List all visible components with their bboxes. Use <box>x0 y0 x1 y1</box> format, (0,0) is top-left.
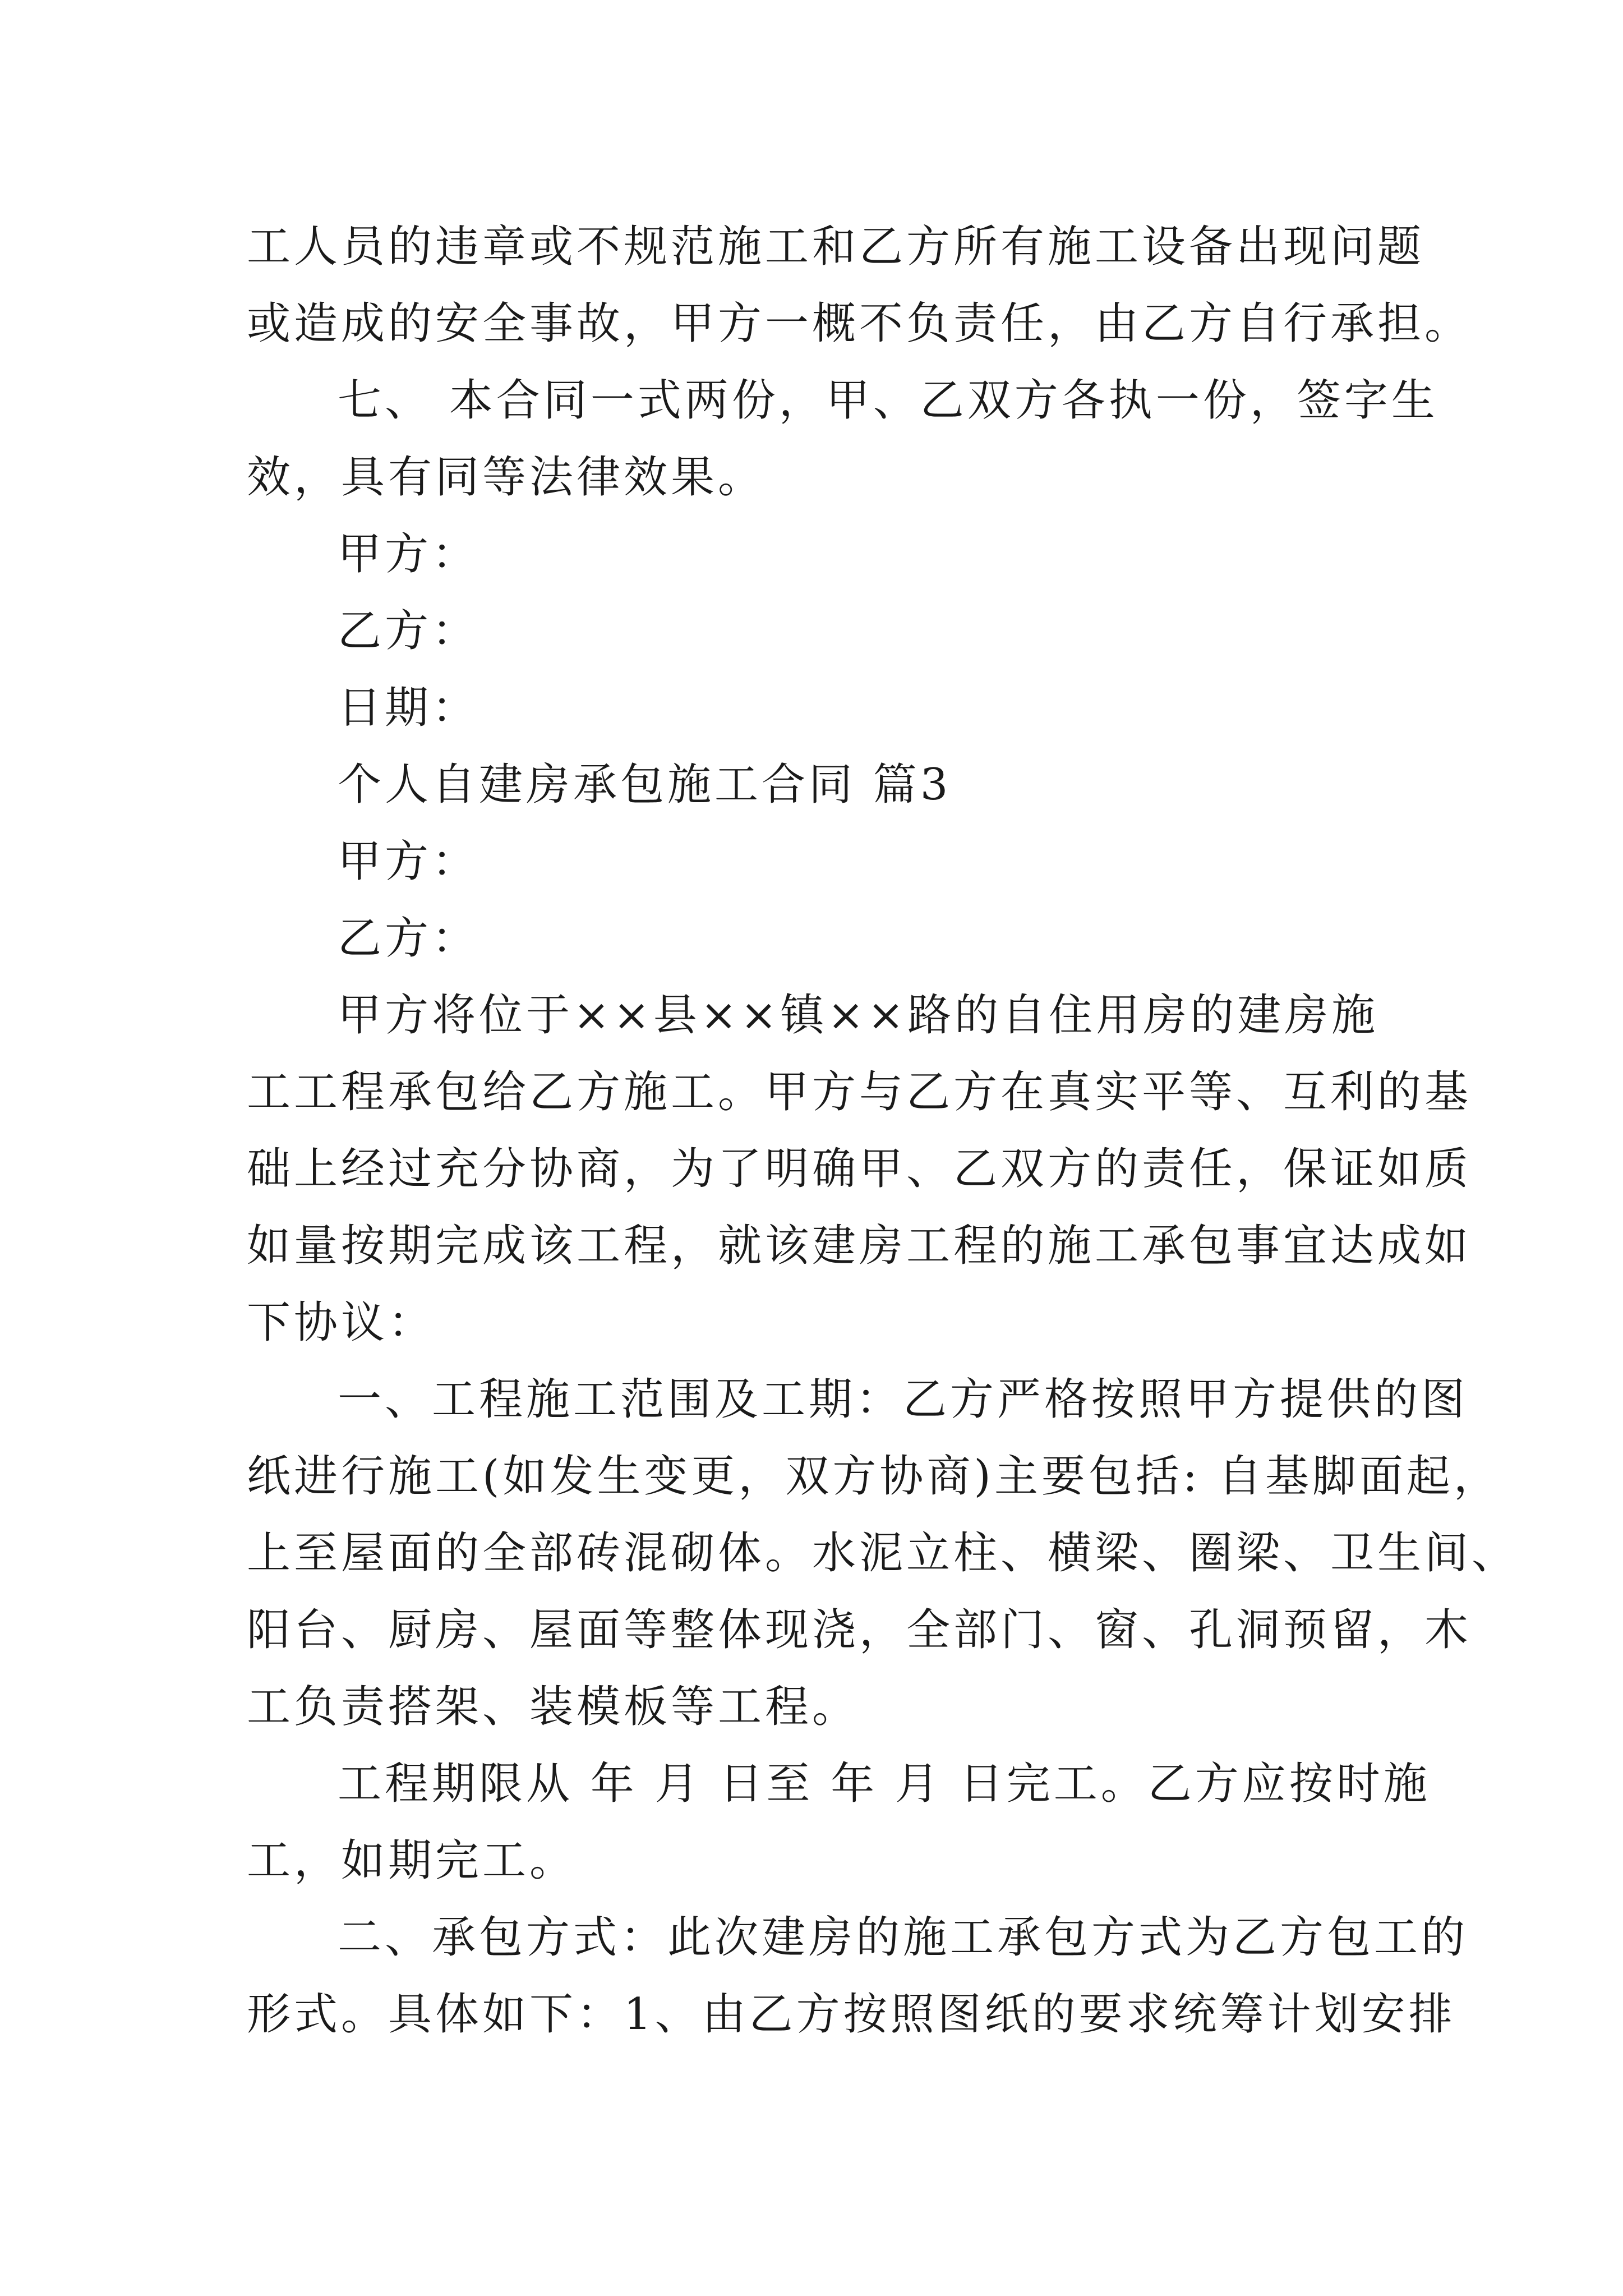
party-a-label: 甲方： <box>338 529 479 579</box>
text-line: 工工程承包给乙方施工。甲方与乙方在真实平等、互利的基 <box>247 1067 1472 1117</box>
intro-paragraph-start: 甲方将位于××县××镇××路的自住用房的建房施 <box>338 990 1379 1041</box>
clause-one: 一、工程施工范围及工期：乙方严格按照甲方提供的图 <box>338 1374 1469 1425</box>
text-line: 上至屋面的全部砖混砌体。水泥立柱、横梁、圈梁、卫生间、 <box>247 1528 1519 1579</box>
text-line: 形式。具体如下：1、由乙方按照图纸的要求统筹计划安排 <box>247 1989 1456 2040</box>
text-line: 工，如期完工。 <box>247 1835 577 1886</box>
party-a-label: 甲方： <box>338 836 479 887</box>
clause-two: 二、承包方式：此次建房的施工承包方式为乙方包工的 <box>338 1912 1469 1963</box>
construction-period: 工程期限从 年 月 日至 年 月 日完工。乙方应按时施 <box>338 1759 1431 1809</box>
text-line: 如量按期完成该工程，就该建房工程的施工承包事宜达成如 <box>247 1221 1472 1271</box>
text-line: 工人员的违章或不规范施工和乙方所有施工设备出现问题 <box>247 222 1425 272</box>
party-b-label: 乙方： <box>338 606 479 656</box>
text-line: 下协议： <box>247 1297 436 1348</box>
text-line: 效，具有同等法律效果。 <box>247 452 766 503</box>
document-body <box>247 209 1519 2053</box>
text-line: 础上经过充分协商，为了明确甲、乙双方的责任，保证如质 <box>247 1144 1472 1194</box>
text-line: 工负责搭架、装模板等工程。 <box>247 1682 860 1732</box>
clause-seven: 七、 本合同一式两份，甲、乙双方各执一份，签字生 <box>338 375 1438 426</box>
text-line: 纸进行施工(如发生变更，双方协商)主要包括: 自基脚面起， <box>247 1451 1501 1502</box>
party-b-label: 乙方： <box>338 913 479 964</box>
text-line: 阳台、厨房、屋面等整体现浇，全部门、窗、孔洞预留，木 <box>247 1605 1472 1655</box>
date-label: 日期： <box>338 683 479 733</box>
section-title: 个人自建房承包施工合同 篇3 <box>338 760 952 810</box>
text-line: 或造成的安全事故，甲方一概不负责任，由乙方自行承担。 <box>247 298 1472 349</box>
